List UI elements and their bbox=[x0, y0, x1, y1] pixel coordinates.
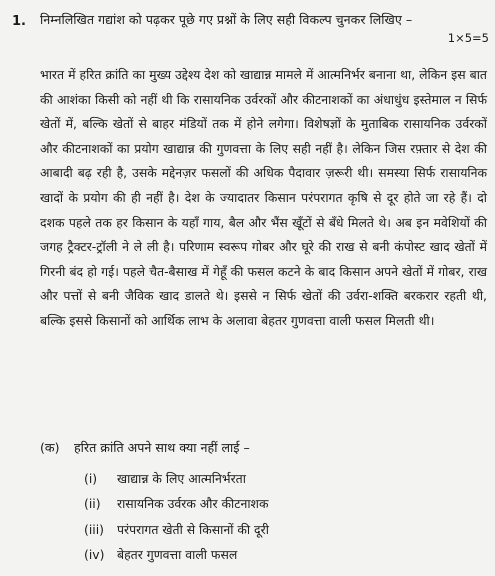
passage bbox=[40, 63, 487, 334]
option-item[interactable] bbox=[84, 466, 269, 491]
question-prompt: निम्नलिखित गद्यांश को पढ़कर पूछे गए प्रश्नों के लिए सही विकल्प चुनकर लिखिए – bbox=[40, 12, 413, 27]
passage-text: भारत में हरित क्रांति का मुख्य उद्देश्य देश को खाद्यान्न मामले में आत्मनिर्भर बनाना था, लेकिन इस बात की आशंका किसी को नहीं थी कि रासायनिक उर्वरकों और कीटनाशकों का अंधाधुंध इस्तेमाल न सिर्फ खेतों में, बल्कि खेतों से बाहर मंडियों तक में होने लगेगा। विशेषज्ञों के मुताबिक रासायनिक उर्वरकों और कीटनाशकों का प्रयोग खाद्यान्न की गुणवत्ता के लिए सही नहीं है। लेकिन जिस रफ़्तार से देश की आबादी बढ़ रही है, उसके मद्देनज़र फसलों की अधिक पैदावार ज़रूरी थी। समस्या सिर्फ रासायनिक खादों के प्रयोग की ही नहीं है। देश के ज्यादातर किसान परंपरागत कृषि से दूर होते जा रहे हैं। दो दशक पहले तक हर किसान के यहाँ गाय, बैल और भैंस खूँटों से बँधे मिलते थे। अब इन मवेशियों की जगह ट्रैक्टर-ट्रॉली ने ले ली है। परिणाम स्वरूप गोबर और घूरे की राख से बनी कंपोस्ट खाद खेतों में गिरनी बंद हो गई। पहले चैत-बैसाख में गेहूँ की फसल कटने के बाद किसान अपने खेतों में गोबर, राख और पत्तों से बनी जैविक खाद डालते थे। इससे न सिर्फ खेतों की उर्वरा-शक्ति बरकरार रहती थी, बल्कि इससे किसानों को आर्थिक लाभ के अलावा बेहतर गुणवत्ता वाली फसल मिलती थी। bbox=[40, 67, 487, 328]
option-number: (ii) bbox=[84, 496, 101, 512]
option-item[interactable] bbox=[84, 517, 269, 542]
option-text: खाद्यान्न के लिए आत्मनिर्भरता bbox=[117, 471, 246, 486]
option-item[interactable] bbox=[84, 542, 269, 567]
option-item[interactable] bbox=[84, 491, 269, 516]
option-text: परंपरागत खेती से किसानों की दूरी bbox=[117, 521, 269, 537]
option-number: (iv) bbox=[84, 547, 105, 563]
option-number: (iii) bbox=[84, 521, 104, 537]
option-text: बेहतर गुणवत्ता वाली फसल bbox=[117, 547, 238, 563]
question-number: 1. bbox=[12, 14, 26, 29]
sub-question bbox=[40, 437, 250, 459]
marks-label: 1×5=5 bbox=[447, 31, 489, 45]
sub-question-text: हरित क्रांति अपने साथ क्या नहीं लाई – bbox=[74, 440, 250, 455]
sub-question-label: (क) bbox=[40, 440, 60, 455]
option-text: रासायनिक उर्वरक और कीटनाशक bbox=[117, 496, 269, 512]
options-list bbox=[84, 466, 269, 568]
option-number: (i) bbox=[84, 471, 98, 486]
